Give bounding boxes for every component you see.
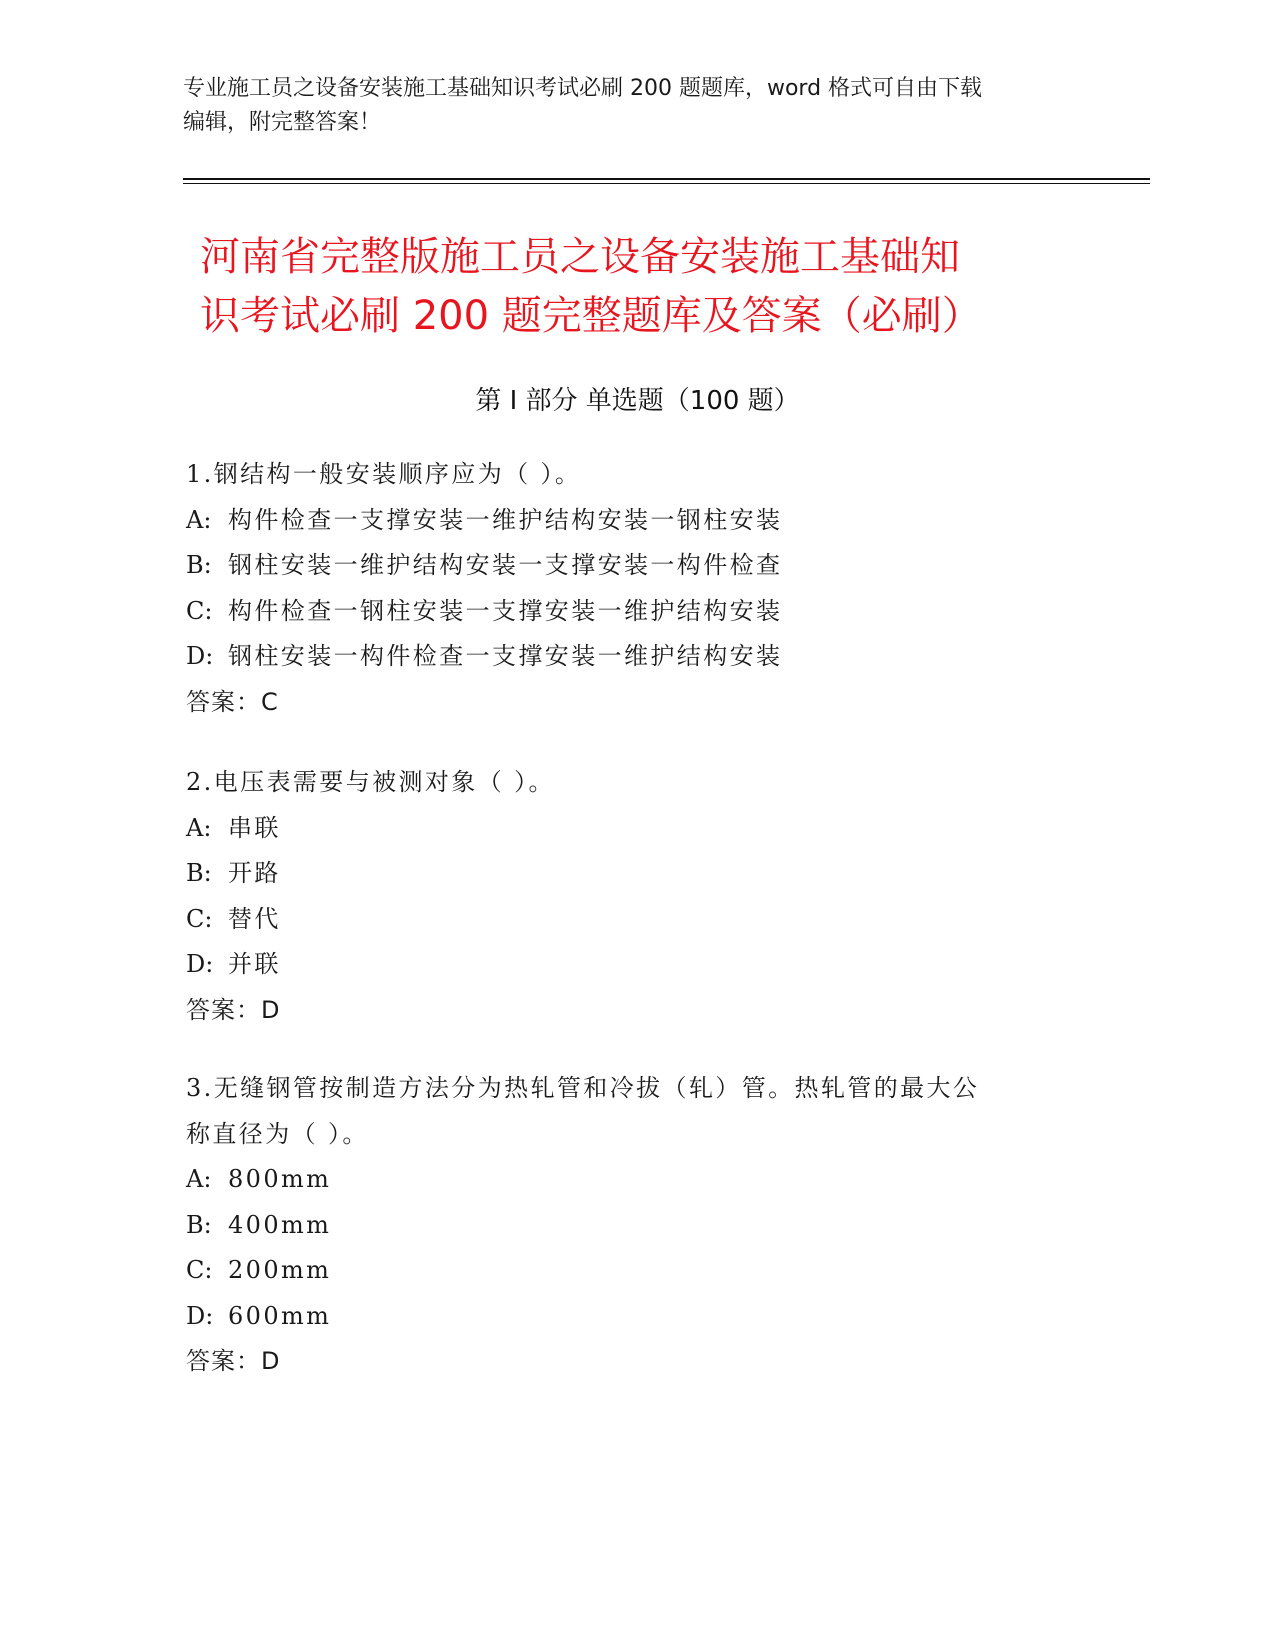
option-letter: B:: [186, 551, 212, 579]
option-b: [186, 1203, 1066, 1249]
document-title-line-2: 识考试必刷 200 题完整题库及答案（必刷）: [200, 293, 982, 339]
header-divider-thin: [183, 183, 1150, 184]
question-3: [186, 1066, 1066, 1385]
question-stem-line-2: 称直径为（ ）。: [186, 1119, 369, 1148]
option-text: 开路: [228, 859, 281, 887]
option-d: [186, 634, 1066, 680]
question-stem: 1.钢结构一般安装顺序应为（ ）。: [186, 460, 582, 488]
option-a: [186, 1157, 1066, 1203]
question-2: [186, 760, 1066, 1033]
document-title: [200, 228, 1100, 346]
option-letter: A:: [186, 505, 212, 534]
option-letter: D:: [186, 950, 214, 978]
header-note-line-2: 编辑，附完整答案！: [183, 110, 382, 135]
option-text: 800mm: [228, 1165, 332, 1193]
option-letter: C:: [186, 1256, 213, 1284]
option-text: 200mm: [228, 1256, 332, 1284]
option-text: 串联: [228, 813, 281, 842]
option-text: 构件检查一支撑安装一维护结构安装一钢柱安装: [228, 505, 783, 534]
option-text: 600mm: [228, 1301, 332, 1330]
header-note: [183, 72, 1083, 140]
option-d: [186, 942, 1066, 988]
option-a: [186, 498, 1066, 544]
header-note-line-1: 专业施工员之设备安装施工基础知识考试必刷 200 题题库，word 格式可自由下载: [183, 76, 983, 101]
option-b: [186, 851, 1066, 897]
section-title: 第 I 部分 单选题（100 题）: [475, 386, 800, 416]
option-letter: A:: [186, 813, 212, 842]
option-letter: B:: [186, 859, 212, 887]
option-text: 替代: [228, 904, 281, 933]
option-c: [186, 897, 1066, 943]
answer: 答案：D: [186, 995, 281, 1024]
header-divider-thick: [183, 178, 1150, 180]
document-title-line-1: 河南省完整版施工员之设备安装施工基础知: [200, 234, 960, 280]
option-b: [186, 543, 1066, 589]
option-letter: B:: [186, 1210, 212, 1239]
option-text: 构件检查一钢柱安装一支撑安装一维护结构安装: [228, 596, 783, 625]
answer: 答案：D: [186, 1347, 281, 1375]
option-letter: D:: [186, 642, 214, 670]
option-text: 钢柱安装一维护结构安装一支撑安装一构件检查: [228, 551, 783, 579]
answer: 答案：C: [186, 687, 279, 716]
option-letter: A:: [186, 1165, 212, 1193]
option-d: [186, 1294, 1066, 1340]
option-letter: D:: [186, 1301, 214, 1330]
option-text: 并联: [228, 950, 281, 978]
option-c: [186, 1248, 1066, 1294]
question-stem-line-1: 3.无缝钢管按制造方法分为热轧管和冷拔（轧）管。热轧管的最大公: [186, 1074, 980, 1102]
option-c: [186, 589, 1066, 635]
question-stem: 2.电压表需要与被测对象（ ）。: [186, 768, 555, 796]
option-text: 400mm: [228, 1210, 332, 1239]
option-letter: C:: [186, 596, 213, 625]
option-text: 钢柱安装一构件检查一支撑安装一维护结构安装: [228, 642, 783, 670]
question-1: [186, 452, 1066, 725]
option-a: [186, 806, 1066, 852]
option-letter: C:: [186, 904, 213, 933]
